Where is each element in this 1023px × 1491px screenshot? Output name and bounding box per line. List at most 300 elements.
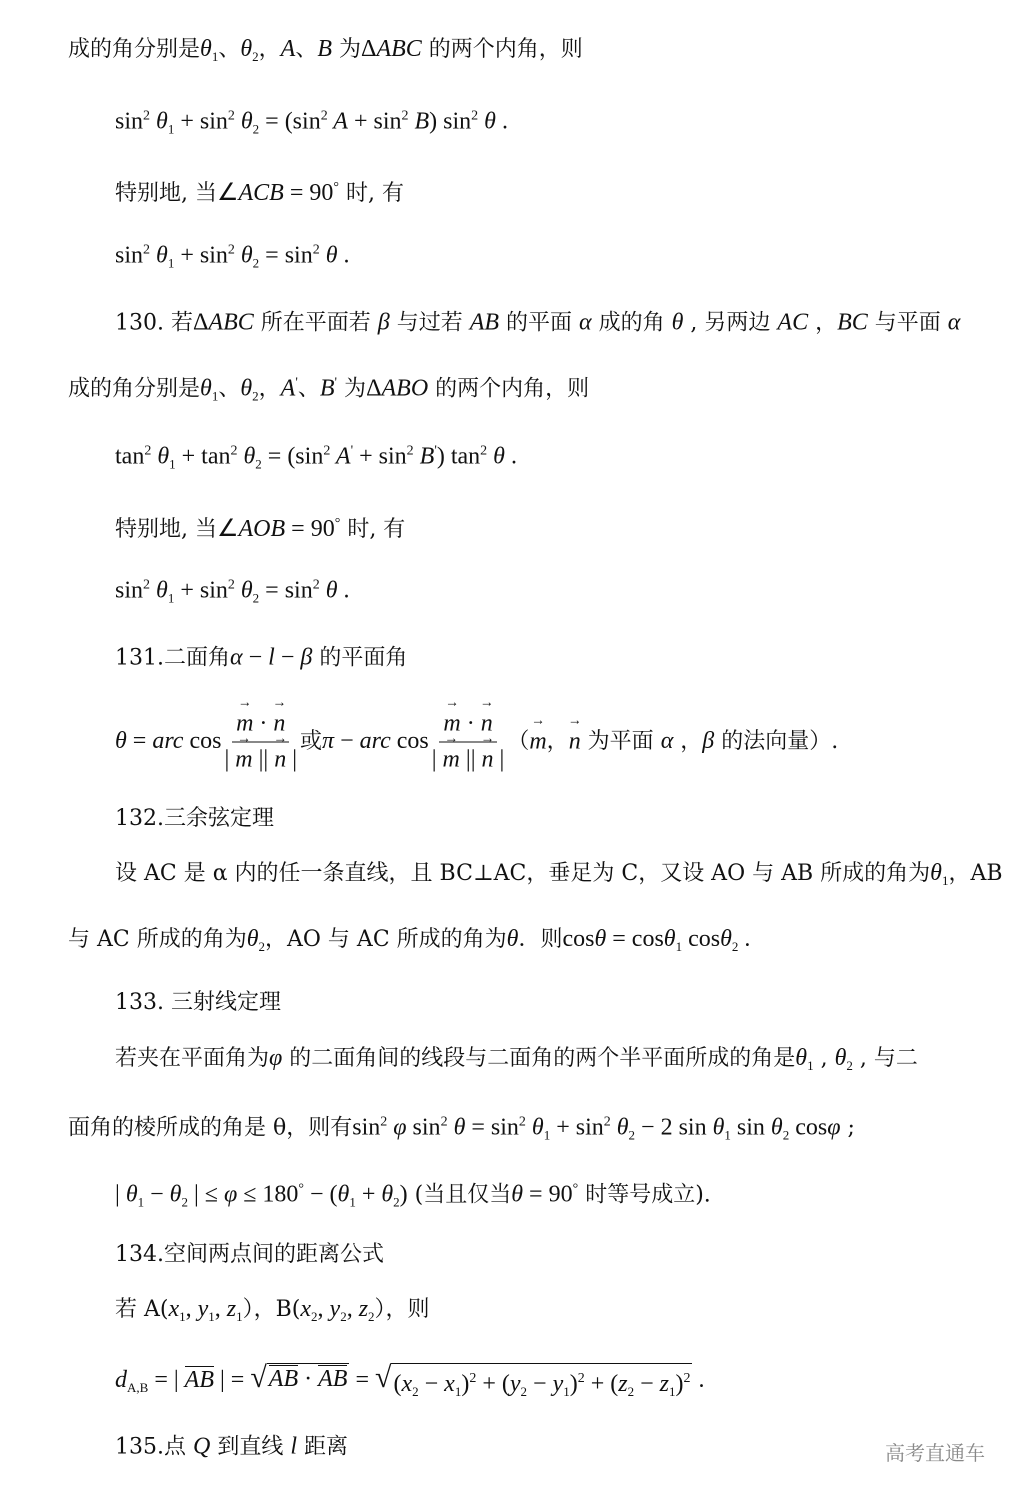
text: 的两个内角，则 [421, 37, 583, 62]
math-text: ) [569, 1371, 578, 1397]
subscript: 2 [412, 1384, 419, 1399]
math-text: + tan [175, 443, 231, 470]
subscript: 2 [252, 590, 260, 606]
text: ， [808, 310, 838, 336]
math-text: · [298, 1366, 319, 1392]
subscript: 1 [543, 1127, 551, 1143]
text: 面角的棱所成的角是 θ，则有 [68, 1115, 353, 1141]
math-symbol: θ [200, 36, 212, 62]
subscript: 2 [252, 388, 259, 404]
math-text: ) sin [429, 108, 472, 135]
text: 、 [218, 37, 241, 62]
text: 距离 [297, 1434, 348, 1460]
fraction [224, 707, 297, 778]
text: 为平面 [580, 729, 661, 754]
math-text: = sin [259, 577, 313, 604]
math-text: ∠ [217, 516, 239, 542]
math-symbol: α [947, 309, 961, 336]
math-symbol: π [322, 728, 335, 754]
text: 特别地, 当 [115, 181, 217, 206]
text: 成的角 [591, 310, 672, 336]
text: ， [673, 729, 703, 754]
text-line [68, 34, 583, 72]
math-symbol: φ [827, 1114, 841, 1141]
math-symbol: φ [387, 1114, 407, 1141]
math-symbol: x [444, 1371, 455, 1397]
subscript: 2 [520, 1384, 528, 1399]
text: ），则 [374, 1297, 430, 1322]
math-symbol: β [300, 644, 313, 671]
math-symbol: θ [240, 375, 253, 402]
text: 、 [297, 376, 320, 402]
superscript: 2 [323, 443, 331, 459]
math-symbol: ACB [238, 180, 284, 206]
text: (当且仅当 [407, 1182, 512, 1208]
text: 或 [300, 729, 323, 754]
math-symbol: θ [319, 242, 338, 269]
text-line [115, 1432, 348, 1463]
superscript: ° [572, 1181, 579, 1197]
math-text: − [527, 1371, 553, 1397]
subscript: 1 [179, 1309, 186, 1324]
math-text: ∠ [217, 180, 239, 206]
math-symbol: BC [837, 309, 868, 336]
subscript: 2 [782, 1127, 790, 1143]
math-text: ≤ 180 [237, 1181, 299, 1208]
math-symbol: θ [381, 1181, 394, 1208]
text-line [115, 1363, 704, 1407]
math-symbol: θ [930, 860, 942, 886]
math-text: = 90 [523, 1181, 573, 1208]
superscript: 2 [518, 1114, 526, 1130]
subscript: 1 [668, 1384, 676, 1399]
text-line [115, 804, 274, 834]
math-symbol: z [659, 1371, 669, 1397]
math-symbol: θ [337, 1181, 350, 1208]
superscript: 2 [469, 1371, 477, 1386]
text-line [115, 437, 517, 480]
math-text: . [495, 108, 508, 135]
subscript: 2 [258, 939, 266, 954]
math-symbol: θ [478, 108, 496, 135]
subscript: 2 [628, 1127, 636, 1143]
math-text: | [493, 746, 505, 773]
math-text: cos [789, 1114, 828, 1141]
math-symbol: B [408, 108, 430, 135]
math-text: = [349, 1367, 375, 1393]
math-text: = 90 [283, 180, 334, 206]
math-symbol: θ [240, 36, 253, 62]
math-symbol: θ [237, 443, 256, 470]
text: 成的角分别是 [68, 37, 201, 62]
superscript: 2 [603, 1114, 611, 1130]
text-line [115, 102, 508, 145]
text: 时等号成立). [578, 1182, 711, 1208]
text-line [115, 571, 350, 614]
subscript: 1 [724, 1127, 731, 1143]
radicand [267, 1363, 350, 1395]
math-text: + ( [584, 1371, 619, 1397]
fraction [432, 707, 505, 778]
math-text: = [126, 728, 153, 754]
superscript: 2 [406, 443, 414, 459]
math-text: cos [682, 926, 721, 952]
math-text: + sin [347, 108, 402, 135]
superscript: 2 [440, 1114, 448, 1130]
text: 130. 若 [115, 310, 193, 336]
vector: AB [318, 1366, 348, 1392]
math-symbol: θ [795, 1045, 808, 1071]
radical-sign-icon: √ [375, 1361, 392, 1394]
subscript: 1 [454, 1384, 462, 1399]
subscript: 2 [252, 255, 260, 271]
math-symbol: α [230, 644, 243, 671]
superscript: 2 [227, 108, 235, 124]
math-text: sin [115, 577, 144, 604]
math-symbol: α [579, 309, 592, 336]
subscript: 1 [941, 873, 949, 888]
math-symbol: AB [469, 309, 500, 336]
subscript: 1 [563, 1384, 570, 1399]
math-text: . [337, 242, 350, 269]
text: 成的角分别是 [68, 376, 201, 402]
math-symbol: y [509, 1371, 521, 1397]
text: ; [840, 1115, 855, 1141]
superscript: ' [350, 443, 354, 459]
math-text: = cos [606, 926, 664, 952]
math-symbol: θ [115, 728, 127, 754]
text-line [115, 1175, 711, 1218]
math-symbol: θ [525, 1114, 544, 1141]
text: 的平面 [499, 310, 580, 336]
math-text: − [274, 644, 301, 671]
math-text: cos [390, 728, 429, 754]
text: 为 [332, 37, 361, 62]
text-line [68, 369, 589, 412]
superscript: 2 [227, 242, 235, 258]
math-symbol: β [702, 728, 715, 754]
subscript: 1 [236, 1309, 243, 1324]
math-symbol: θ [319, 577, 338, 604]
subscript: 2 [311, 1309, 318, 1324]
text: ， [546, 729, 569, 754]
vector: → m [235, 743, 252, 777]
math-text: ) [399, 1181, 408, 1208]
subscript: 1 [169, 456, 176, 472]
text-line [115, 509, 405, 545]
watermark: 高考直通车 [885, 1441, 985, 1465]
text: ），B( [242, 1297, 301, 1322]
math-symbol: φ [223, 1181, 238, 1208]
text: 134.空间两点间的距离公式 [115, 1242, 384, 1267]
subscript: 2 [731, 939, 739, 954]
subscript: 2 [252, 49, 259, 64]
text-line [68, 1108, 855, 1151]
vector: → m [443, 743, 460, 777]
superscript: 2 [320, 108, 328, 124]
math-text: = sin [259, 242, 313, 269]
math-symbol: A [280, 36, 296, 62]
subscript: 1 [211, 388, 219, 404]
subscript: A,B [127, 1380, 149, 1395]
math-symbol: θ [151, 443, 170, 470]
math-symbol: y [552, 1371, 564, 1397]
text: 132.三余弦定理 [115, 806, 274, 831]
math-symbol: θ [447, 1114, 466, 1141]
math-symbol: θ [200, 375, 212, 402]
math-symbol: z [226, 1296, 237, 1322]
radicand [391, 1363, 692, 1407]
math-text: | [115, 1181, 126, 1208]
superscript: 2 [577, 1371, 585, 1386]
math-symbol: arc [152, 728, 184, 754]
text-line [115, 1043, 918, 1081]
math-text: − 2 sin [635, 1114, 707, 1141]
math-symbol: φ [269, 1045, 283, 1071]
text: 若 A( [115, 1297, 169, 1322]
superscript: ° [333, 180, 339, 195]
superscript: ° [334, 516, 341, 531]
square-root [375, 1363, 692, 1407]
math-symbol: A [280, 375, 296, 402]
math-symbol: l [268, 644, 275, 671]
math-symbol: ABC [376, 36, 422, 62]
superscript: 2 [401, 108, 409, 124]
math-text: = (sin [259, 108, 321, 135]
text: , 与二 [852, 1046, 918, 1071]
math-symbol: α [660, 728, 674, 754]
math-symbol: θ [764, 1114, 783, 1141]
superscript: 2 [143, 242, 151, 258]
superscript: 2 [312, 577, 320, 593]
math-symbol: y [197, 1296, 209, 1322]
text: 到直线 [210, 1434, 291, 1460]
subscript: 1 [807, 1058, 814, 1073]
superscript: ' [334, 375, 338, 391]
radical-sign-icon: √ [250, 1361, 267, 1394]
text: 所在平面若 [253, 310, 378, 336]
math-symbol: θ [610, 1114, 629, 1141]
text: 与平面 [867, 310, 948, 336]
math-text: ) [461, 1371, 470, 1397]
math-text: sin [406, 1114, 441, 1141]
superscript: ° [298, 1181, 304, 1197]
subscript: 2 [252, 121, 260, 137]
text-line [115, 707, 838, 778]
math-symbol: θ [706, 1114, 725, 1141]
math-text: · [253, 710, 274, 737]
math-symbol: z [358, 1296, 369, 1322]
math-symbol: AOB [238, 516, 286, 542]
math-symbol: β [377, 309, 390, 336]
math-symbol: θ [511, 1181, 524, 1208]
math-text: = (sin [261, 443, 324, 470]
fraction-denominator [432, 743, 505, 778]
math-symbol: arc [359, 728, 391, 754]
text: 与过若 [389, 310, 470, 336]
math-symbol: l [290, 1433, 297, 1460]
vector: → n [481, 707, 493, 741]
math-text: = sin [465, 1114, 519, 1141]
subscript: 1 [167, 590, 175, 606]
text-line [115, 988, 281, 1018]
superscript: 2 [471, 108, 479, 124]
math-text: || [459, 746, 482, 773]
math-symbol: θ [671, 309, 684, 336]
text: 为 [337, 376, 367, 402]
math-symbol: AC [777, 309, 809, 336]
math-symbol: A [330, 443, 351, 470]
text: （ [507, 729, 530, 754]
math-text: − ( [304, 1181, 338, 1208]
math-text: Δ [366, 375, 382, 402]
math-text: − [634, 1371, 660, 1397]
math-symbol: θ [594, 926, 607, 952]
subscript: 1 [208, 1309, 215, 1324]
math-symbol: θ [150, 577, 168, 604]
math-text: || [252, 746, 275, 773]
text: 设 AC 是 α 内的任一条直线，且 BC⊥AC，垂足为 C，又设 AO 与 AB 所成的角为 [115, 861, 931, 886]
math-text: + sin [174, 577, 228, 604]
superscript: 2 [144, 443, 152, 459]
math-text: , [346, 1296, 359, 1322]
text: ．则 [518, 927, 563, 952]
vector: AB [184, 1367, 214, 1393]
math-symbol: B [413, 443, 435, 470]
vector: → m [529, 726, 546, 756]
math-text: − [418, 1371, 445, 1397]
superscript: 2 [143, 108, 151, 124]
math-text: . [692, 1367, 705, 1393]
math-symbol: θ [487, 443, 505, 470]
math-text: · [460, 710, 481, 737]
text: 的二面角间的线段与二面角的两个半平面所成的角是 [282, 1046, 796, 1071]
text: 与 AC 所成的角为 [68, 927, 247, 952]
text: 135.点 [115, 1434, 193, 1460]
text-line [115, 643, 407, 674]
math-symbol: θ [720, 926, 732, 952]
text: 、 [218, 376, 241, 402]
subscript: 1 [211, 49, 219, 64]
math-symbol: ABC [208, 309, 254, 336]
math-text: ( [393, 1371, 402, 1397]
subscript: 2 [846, 1058, 853, 1073]
math-text: | [286, 746, 298, 773]
text: 若夹在平面角为 [115, 1046, 270, 1071]
text: ， [258, 37, 281, 62]
math-symbol: Q [192, 1433, 211, 1460]
math-text: − [242, 644, 269, 671]
vector: → n [569, 726, 581, 756]
text: 的两个内角，则 [428, 376, 590, 402]
subscript: 2 [627, 1384, 635, 1399]
superscript: 2 [480, 443, 488, 459]
superscript: 2 [380, 1114, 388, 1130]
superscript: 2 [312, 242, 320, 258]
text: 的法向量）. [714, 729, 839, 754]
subscript: 1 [167, 255, 175, 271]
superscript: 2 [227, 577, 235, 593]
math-symbol: θ [150, 108, 168, 135]
text-line [115, 173, 404, 209]
math-symbol: A [327, 108, 348, 135]
math-text: . [738, 926, 751, 952]
math-text: | = [213, 1367, 251, 1393]
math-text: . [337, 577, 350, 604]
math-text: + sin [550, 1114, 604, 1141]
text-line [115, 236, 350, 279]
math-text: | ≤ [187, 1181, 224, 1208]
text-line [115, 858, 1003, 896]
text: ， [258, 376, 281, 402]
math-symbol: θ [834, 1045, 847, 1071]
math-text: + sin [353, 443, 407, 470]
text: , [813, 1046, 835, 1071]
math-text: cos [562, 926, 595, 952]
math-symbol: θ [234, 108, 253, 135]
superscript: ' [434, 443, 437, 459]
text: 时, 有 [340, 517, 406, 542]
math-symbol: θ [246, 926, 259, 952]
math-symbol: θ [169, 1181, 182, 1208]
math-text: , [214, 1296, 227, 1322]
math-text: Δ [361, 36, 377, 62]
math-text: + [355, 1181, 382, 1208]
superscript: 2 [683, 1371, 691, 1386]
subscript: 2 [181, 1194, 188, 1210]
subscript: 1 [349, 1194, 356, 1210]
math-text: , [185, 1296, 198, 1322]
math-text: ) tan [436, 443, 481, 470]
math-symbol: θ [506, 926, 519, 952]
subscript: 1 [167, 121, 175, 137]
subscript: 2 [393, 1194, 400, 1210]
math-text: cos [183, 728, 222, 754]
superscript: 2 [143, 577, 151, 593]
math-symbol: z [618, 1371, 628, 1397]
text: 特别地, 当 [115, 517, 217, 542]
subscript: 2 [340, 1309, 347, 1324]
text-line [115, 308, 960, 339]
vector: → m [443, 707, 460, 741]
math-text: + sin [174, 108, 228, 135]
math-symbol: B [317, 36, 332, 62]
math-text: + sin [174, 242, 228, 269]
math-symbol: θ [234, 242, 253, 269]
math-symbol: y [329, 1296, 341, 1322]
math-symbol: x [300, 1296, 312, 1322]
math-symbol: B [319, 375, 335, 402]
text: 时, 有 [339, 181, 404, 206]
math-symbol: θ [234, 577, 253, 604]
math-text: sin [352, 1114, 381, 1141]
math-text: tan [115, 443, 145, 470]
math-text: − [144, 1181, 170, 1208]
text: 131.二面角 [115, 645, 230, 671]
math-text: − [334, 728, 360, 754]
vector: → n [273, 707, 285, 741]
subscript: 1 [675, 939, 683, 954]
math-text: + ( [476, 1371, 510, 1397]
text: 的平面角 [312, 645, 408, 671]
text: 133. 三射线定理 [115, 990, 281, 1015]
math-text: sin [730, 1114, 765, 1141]
math-symbol: ABO [381, 375, 429, 402]
math-text: Δ [192, 309, 209, 336]
math-text: | [224, 746, 236, 773]
math-text: . [504, 443, 517, 470]
math-text: ) [675, 1371, 684, 1397]
